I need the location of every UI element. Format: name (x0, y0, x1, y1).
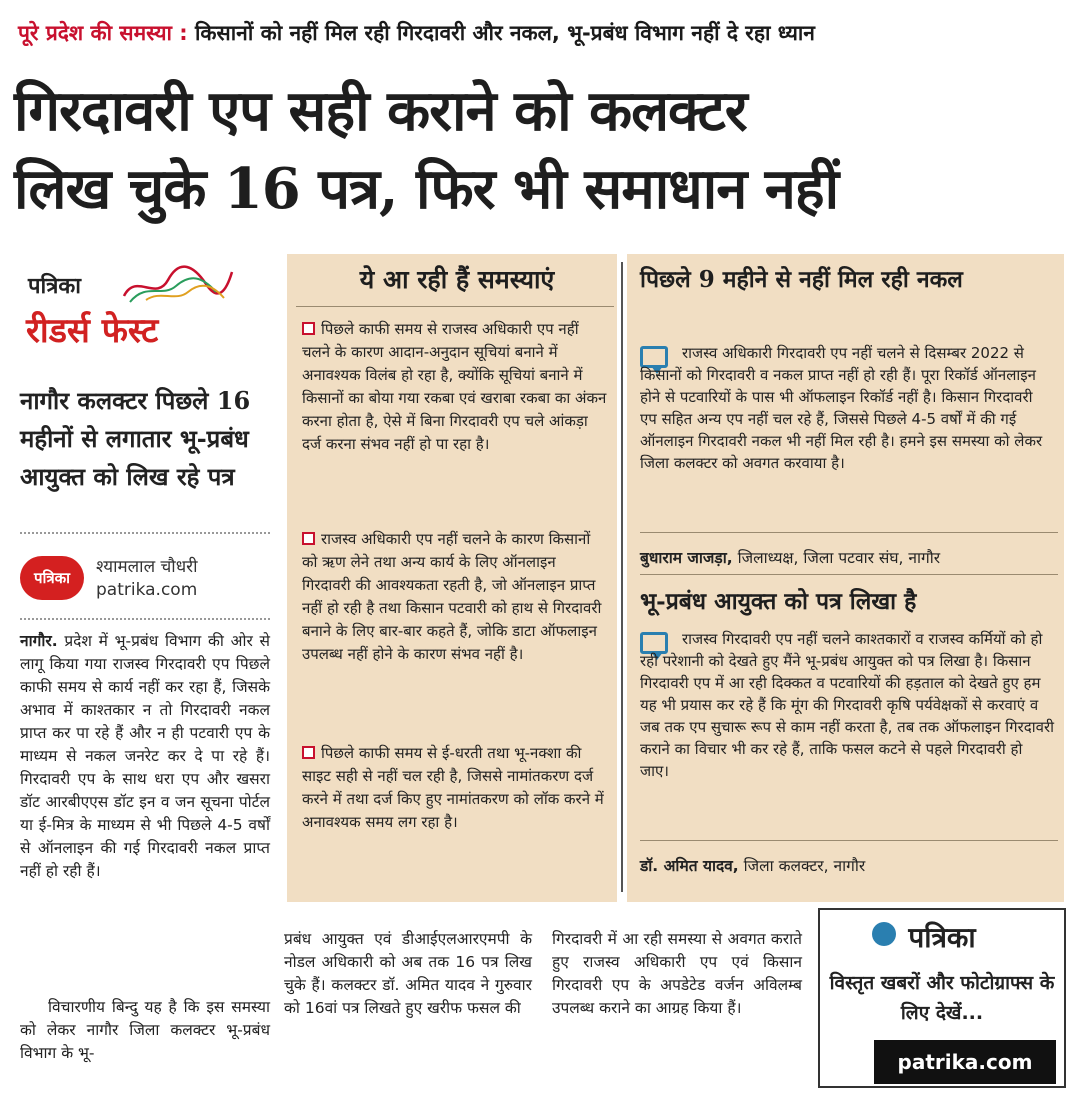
kicker-text: किसानों को नहीं मिल रही गिरदावरी और नकल, भू-प्रबंध विभाग नहीं दे रहा ध्यान (194, 21, 815, 45)
headline (14, 72, 1069, 228)
reporter-name: श्यामलाल चौधरी (96, 557, 198, 577)
quote-1: राजस्व अधिकारी गिरदावरी एप नहीं चलने से दिसम्बर 2022 से किसानों को गिरदावरी व नकल प्राप्त नहीं हो रही हैं। पूरा रिकॉर्ड ऑनलाइन होने से पटवारियों के पास भी ऑफलाइन रिकॉर्ड नहीं है। किसान गिरदावरी एप सहित अन्य एप नहीं चल रहे हैं, जिससे पिछले 4-5 वर्षों में की गई ऑनलाइन गिरदावरी नकल भी नहीं मिल रही है। हमने इस समस्या को लेकर जिला कलक्टर को अवगत करवाया है। (640, 344, 1043, 472)
body-column-1b: विचारणीय बिन्दु यह है कि इस समस्या को लेकर नागौर जिला कलक्टर भू-प्रबंध विभाग के भू- (20, 998, 270, 1062)
divider (20, 618, 270, 620)
panel-divider (621, 262, 623, 892)
divider (640, 532, 1058, 533)
divider (296, 306, 614, 307)
quote-2: राजस्व गिरदावरी एप नहीं चलने काश्तकारों व राजस्व कर्मियों को हो रही परेशानी को देखते हुए मैंने भू-प्रबंध आयुक्त को पत्र लिखा है। किसान गिरदावरी एप में आ रही दिक्कत व पटवारियों की हड़ताल को देखते हुए हम यह भी प्रयास कर रहे हैं कि मूंग की गिरदावरी कृषि पर्यवेक्षकों से करवाएं व जब तक एप सुचारू रूप से काम नहीं करता है, तब तक ऑफलाइन गिरदावरी कराने का विचार भी कर रहे हैं, ताकि फसल कटने से पहले गिरदावरी हो जाए। (640, 630, 1054, 780)
byline (20, 548, 270, 608)
headline-line-2: लिख चुके 16 पत्र, फिर भी समाधान नहीं (14, 156, 839, 222)
body-column-1 (20, 630, 270, 883)
divider (640, 574, 1058, 575)
attribution-2: डॉ. अमित यादव, जिला कलक्टर, नागौर (640, 857, 866, 875)
ad-url-link[interactable]: patrika.com (874, 1040, 1056, 1084)
body-column-2: प्रबंध आयुक्त एवं डीआईएलआरएमपी के नोडल अधिकारी को अब तक 16 पत्र लिख चुके हैं। कलक्टर डॉ. अमित यादव ने गुरुवार को 16वां पत्र लिखते हुए खरीफ फसल की (284, 930, 532, 1017)
reporter-site: patrika.com (96, 580, 198, 600)
bullet-square-icon (302, 746, 315, 759)
body-text: प्रदेश में भू-प्रबंध विभाग की ओर से लागू किया गया राजस्व गिरदावरी एप पिछले काफी समय से कार्य नहीं कर रहा हैं, जिसके अभाव में काश्तकार न तो गिरदावरी नकल प्राप्त कर पा रहे हैं और न ही पटवारी एप के माध्यम से नकल जनरेट कर दे पा रहे हैं। गिरदावरी एप के साथ धरा एप और खसरा डॉट आरबीएएस डॉट इन व जन सूचना पोर्टल या ई-मित्र के माध्यम से भी पिछले 4-5 वर्षों से ऑनलाइन की गई गिरदावरी नकल प्राप्त नहीं हो रही हैं। (20, 632, 270, 880)
readers-fest-logo (20, 262, 268, 360)
pen-swirl-icon (116, 262, 236, 306)
divider (20, 532, 270, 534)
logo-top-text: पत्रिका (28, 274, 81, 299)
lead-subheading: नागौर कलक्टर पिछले 16 महीनों से लगातार भू-प्रबंध आयुक्त को लिख रहे पत्र (20, 386, 251, 491)
ad-brand: पत्रिका (908, 921, 976, 954)
problems-title: ये आ रही हैं समस्याएं (359, 265, 555, 294)
bullet-square-icon (302, 322, 315, 335)
attribution-1: बुधाराम जाजड़ा, जिलाध्यक्ष, जिला पटवार संघ, नागौर (640, 549, 941, 567)
right-title-2: भू-प्रबंध आयुक्त को पत्र लिखा है (640, 588, 917, 615)
problem-item: पिछले काफी समय से ई-धरती तथा भू-नक्शा की साइट सही से नहीं चल रही है, जिससे नामांतकरण दर्ज करने में तथा दर्ज किए हुए नामांतकरण को लॉक करने में अनावश्यक समय लग रहा है। (302, 744, 604, 831)
kicker-label: पूरे प्रदेश की समस्या : (18, 21, 188, 45)
logo-main-text: रीडर्स फेस्ट (26, 311, 159, 351)
patrika-ad-box[interactable] (818, 908, 1066, 1088)
ad-text: विस्तृत खबरों और फोटोग्राफ्स के लिए देखें... (829, 972, 1055, 1024)
problem-item: पिछले काफी समय से राजस्व अधिकारी एप नहीं चलने के कारण आदान-अनुदान सूचियां बनाने में अनावश्यक विलंब हो रहा है, क्योंकि सूचियां बनाने में किसानों का बोया गया रकबा एवं खराबा रकबा का अंकन करना होता है, ऐसे में बिना गिरदावरी एप चले आंकड़ा दर्ज करना संभव नहीं हो पा रहा है। (302, 320, 607, 453)
right-title-1: पिछले 9 महीने से नहीं मिल रही नकल (640, 266, 963, 293)
dateline: नागौर. (20, 632, 58, 650)
patrika-badge: पत्रिका (20, 556, 84, 600)
bullet-square-icon (302, 532, 315, 545)
body-column-3: गिरदावरी में आ रही समस्या से अवगत कराते हुए राजस्व अधिकारी एप एवं किसान गिरदावरी एप के अपडेटेड वर्जन अविलम्ब उपलब्ध कराने का आग्रह किया हैं। (552, 930, 802, 1017)
divider (640, 840, 1058, 841)
problem-item: राजस्व अधिकारी एप नहीं चलने के कारण किसानों को ऋण लेने तथा अन्य कार्य के लिए ऑनलाइन गिरदावरी की आवश्यकता रहती है, जो ऑनलाइन प्राप्त नहीं हो रही है तथा किसान पटवारी को हाथ से गिरदावरी बनाने के लिए बार-बार कहते हैं, जोकि डाटा ऑफलाइन उपलब्ध नहीं होने के कारण संभव नहीं है। (302, 530, 602, 663)
headline-line-1: गिरदावरी एप सही कराने को कलक्टर (14, 78, 747, 144)
kicker-line (18, 18, 1068, 48)
